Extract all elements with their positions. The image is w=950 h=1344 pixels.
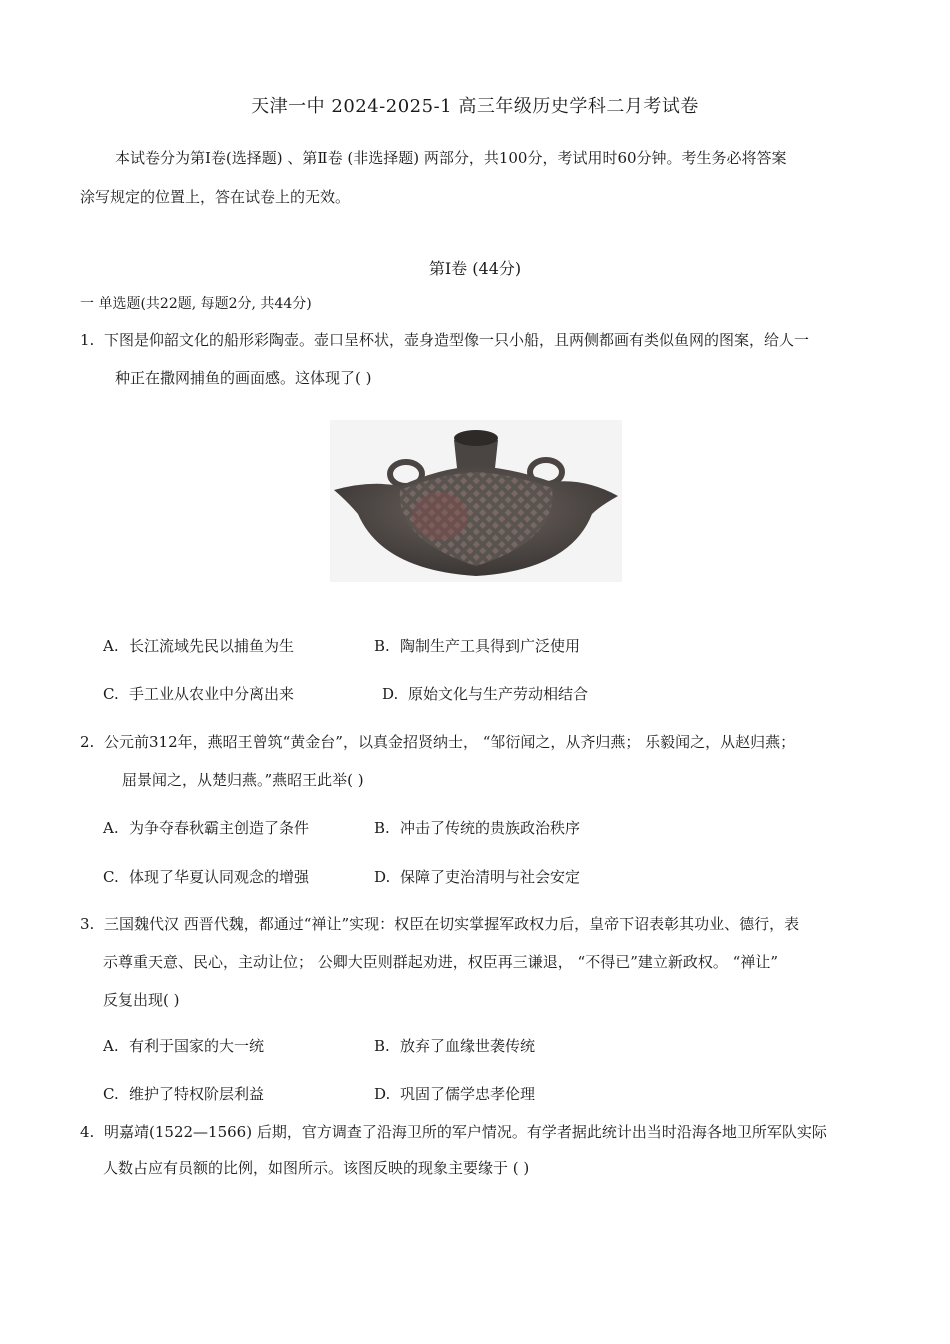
question-4-line-2: 人数占应有员额的比例，如图所示。该图反映的现象主要缘于 ( ) — [103, 1159, 530, 1177]
question-text: 下图是仰韶文化的船形彩陶壶。壶口呈杯状，壶身造型像一只小船，且两侧都画有类似鱼网的图案，给人一 — [104, 331, 810, 349]
question-1-line-2: 种正在撒网捕鱼的画面感。这体现了( ) — [115, 369, 372, 387]
question-3-line-3: 反复出现( ) — [103, 991, 180, 1009]
q2-option-c[interactable]: C. 体现了华夏认同观念的增强 — [103, 868, 310, 886]
intro-line-2: 涂写规定的位置上，答在试卷上的无效。 — [80, 188, 351, 206]
q2-option-d[interactable]: D. 保障了吏治清明与社会安定 — [374, 868, 581, 886]
q3-option-a[interactable]: A. 有利于国家的大一统 — [103, 1037, 265, 1055]
question-3-line-2: 示尊重天意、民心，主动让位； 公卿大臣则群起劝进，权臣再三谦退， “不得已”建立新政权。 “禅让” — [103, 953, 778, 971]
section-title: 第Ⅰ卷 (44分) — [428, 259, 522, 278]
subsection-title: 一 单选题(共22题, 每题2分, 共44分) — [80, 296, 312, 312]
q3-option-d[interactable]: D. 巩固了儒学忠孝伦理 — [374, 1085, 536, 1103]
question-text: 明嘉靖(1522—1566) 后期，官方调查了沿海卫所的军户情况。有学者据此统计出当时沿海各地卫所军队实际 — [104, 1123, 827, 1141]
question-text: 三国魏代汉 西晋代魏，都通过“禅让”实现：权臣在切实掌握军政权力后，皇帝下诏表彰其功业、德行，表 — [104, 915, 800, 933]
q1-option-a[interactable]: A. 长江流域先民以捕鱼为生 — [103, 637, 295, 655]
question-4 — [80, 1122, 890, 1142]
q1-option-c[interactable]: C. 手工业从农业中分离出来 — [103, 685, 295, 703]
question-2-line-2: 屈景闻之，从楚归燕。”燕昭王此举( ) — [122, 771, 364, 789]
question-1 — [80, 330, 880, 350]
q1-option-b[interactable]: B. 陶制生产工具得到广泛使用 — [374, 637, 581, 655]
question-text: 公元前312年，燕昭王曾筑“黄金台”，以真金招贤纳士， “邹衍闻之，从齐归燕； 乐毅闻之，从赵归燕； — [104, 733, 796, 751]
q3-option-c[interactable]: C. 维护了特权阶层利益 — [103, 1085, 265, 1103]
q3-option-b[interactable]: B. 放弃了血缘世袭传统 — [374, 1037, 536, 1055]
boat-shaped-pottery-illustration — [330, 420, 622, 582]
intro-line-1: 本试卷分为第Ⅰ卷(选择题) 、第Ⅱ卷 (非选择题) 两部分，共100分，考试用时60分钟。考生务必将答案 — [115, 149, 787, 167]
question-number: 1. — [80, 331, 95, 349]
question-number: 2. — [80, 733, 95, 751]
question-number: 4. — [80, 1123, 95, 1141]
question-2 — [80, 732, 880, 752]
pottery-pot-image — [330, 420, 622, 582]
q2-option-b[interactable]: B. 冲击了传统的贵族政治秩序 — [374, 819, 581, 837]
q2-option-a[interactable]: A. 为争夺春秋霸主创造了条件 — [103, 819, 310, 837]
question-number: 3. — [80, 915, 95, 933]
exam-title: 天津一中 2024-2025-1 高三年级历史学科二月考试卷 — [251, 96, 699, 117]
q1-option-d[interactable]: D. 原始文化与生产劳动相结合 — [382, 685, 589, 703]
question-3 — [80, 914, 890, 934]
